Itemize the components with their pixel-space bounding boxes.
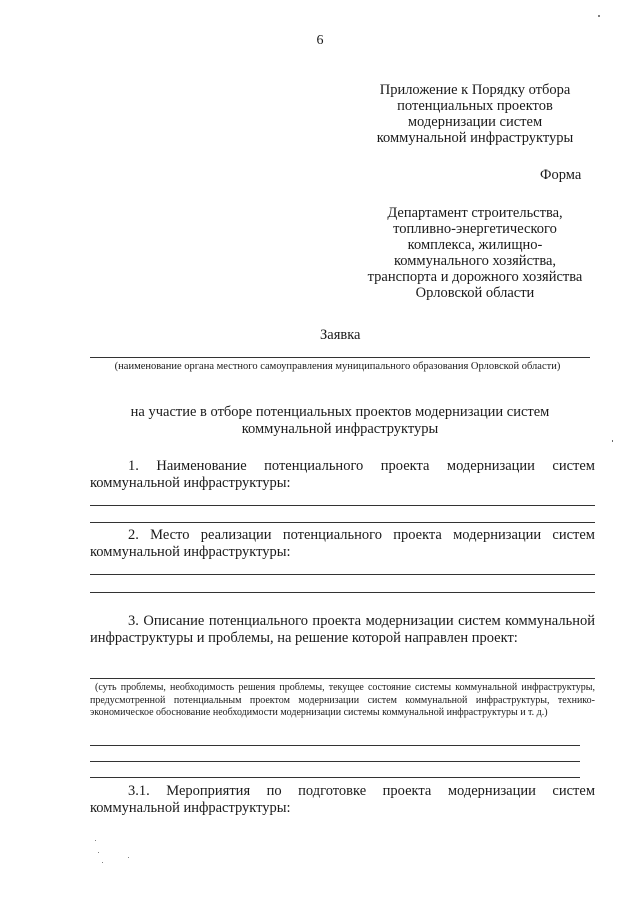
department-line: комплекса, жилищно-: [407, 237, 543, 253]
org-name-note: (наименование органа местного самоуправления муниципального образования Орловской области): [114, 361, 561, 372]
department-line: топливно-энергетического: [393, 221, 557, 237]
appendix-line: потенциальных проектов: [397, 98, 553, 114]
item-1-blank-line: [90, 505, 595, 506]
scan-speck: [128, 857, 129, 858]
appendix-header: [355, 82, 595, 146]
department-line: транспорта и дорожного хозяйства: [367, 269, 583, 285]
department-addressee: [355, 205, 595, 301]
item-3-blank-line: [90, 678, 595, 679]
purpose-text: на участие в отборе потенциальных проектов модернизации систем коммунальной инфраструктуры: [130, 404, 550, 437]
page-number: 6: [316, 33, 324, 48]
appendix-line: коммунальной инфраструктуры: [376, 130, 574, 146]
department-line: Орловской области: [415, 285, 535, 301]
item-2-blank-line: [90, 592, 595, 593]
appendix-line: модернизации систем: [407, 114, 543, 130]
form-label: Форма: [540, 167, 582, 183]
department-line: коммунального хозяйства,: [393, 253, 557, 269]
item-2-blank-line: [90, 574, 595, 575]
item-3-blank-line: [90, 777, 580, 778]
item-3-note: (суть проблемы, необходимость решения проблемы, текущее состояние системы коммунальной инфраструктуры, предусмотренной потенциальным проектом модернизации систем коммунальной инфраструктуры, технико-экономическое обоснование необходимости модернизации системы коммунальной инфраструктуры и т. д.): [90, 682, 595, 718]
scan-speck: [95, 840, 96, 841]
item-3-1-text: 3.1. Мероприятия по подготовке проекта модернизации систем коммунальной инфраструктуры:: [90, 783, 595, 816]
item-3-blank-line: [90, 745, 580, 746]
scan-speck: [598, 15, 600, 17]
department-line: Департамент строительства,: [387, 205, 563, 221]
item-1-text: 1. Наименование потенциального проекта модернизации систем коммунальной инфраструктуры:: [90, 458, 595, 491]
scan-speck: [98, 852, 99, 853]
scan-speck: [102, 862, 103, 863]
appendix-line: Приложение к Порядку отбора: [379, 82, 571, 98]
item-3-blank-line: [90, 761, 580, 762]
scan-speck: [612, 440, 613, 442]
document-title: Заявка: [320, 327, 361, 343]
item-3-text: 3. Описание потенциального проекта модернизации систем коммунальной инфраструктуры и проблемы, на решение которой направлен проект:: [90, 613, 595, 646]
item-1-blank-line: [90, 522, 595, 523]
org-name-blank-line: [90, 357, 590, 358]
item-2-text: 2. Место реализации потенциального проекта модернизации систем коммунальной инфраструктуры:: [90, 527, 595, 560]
